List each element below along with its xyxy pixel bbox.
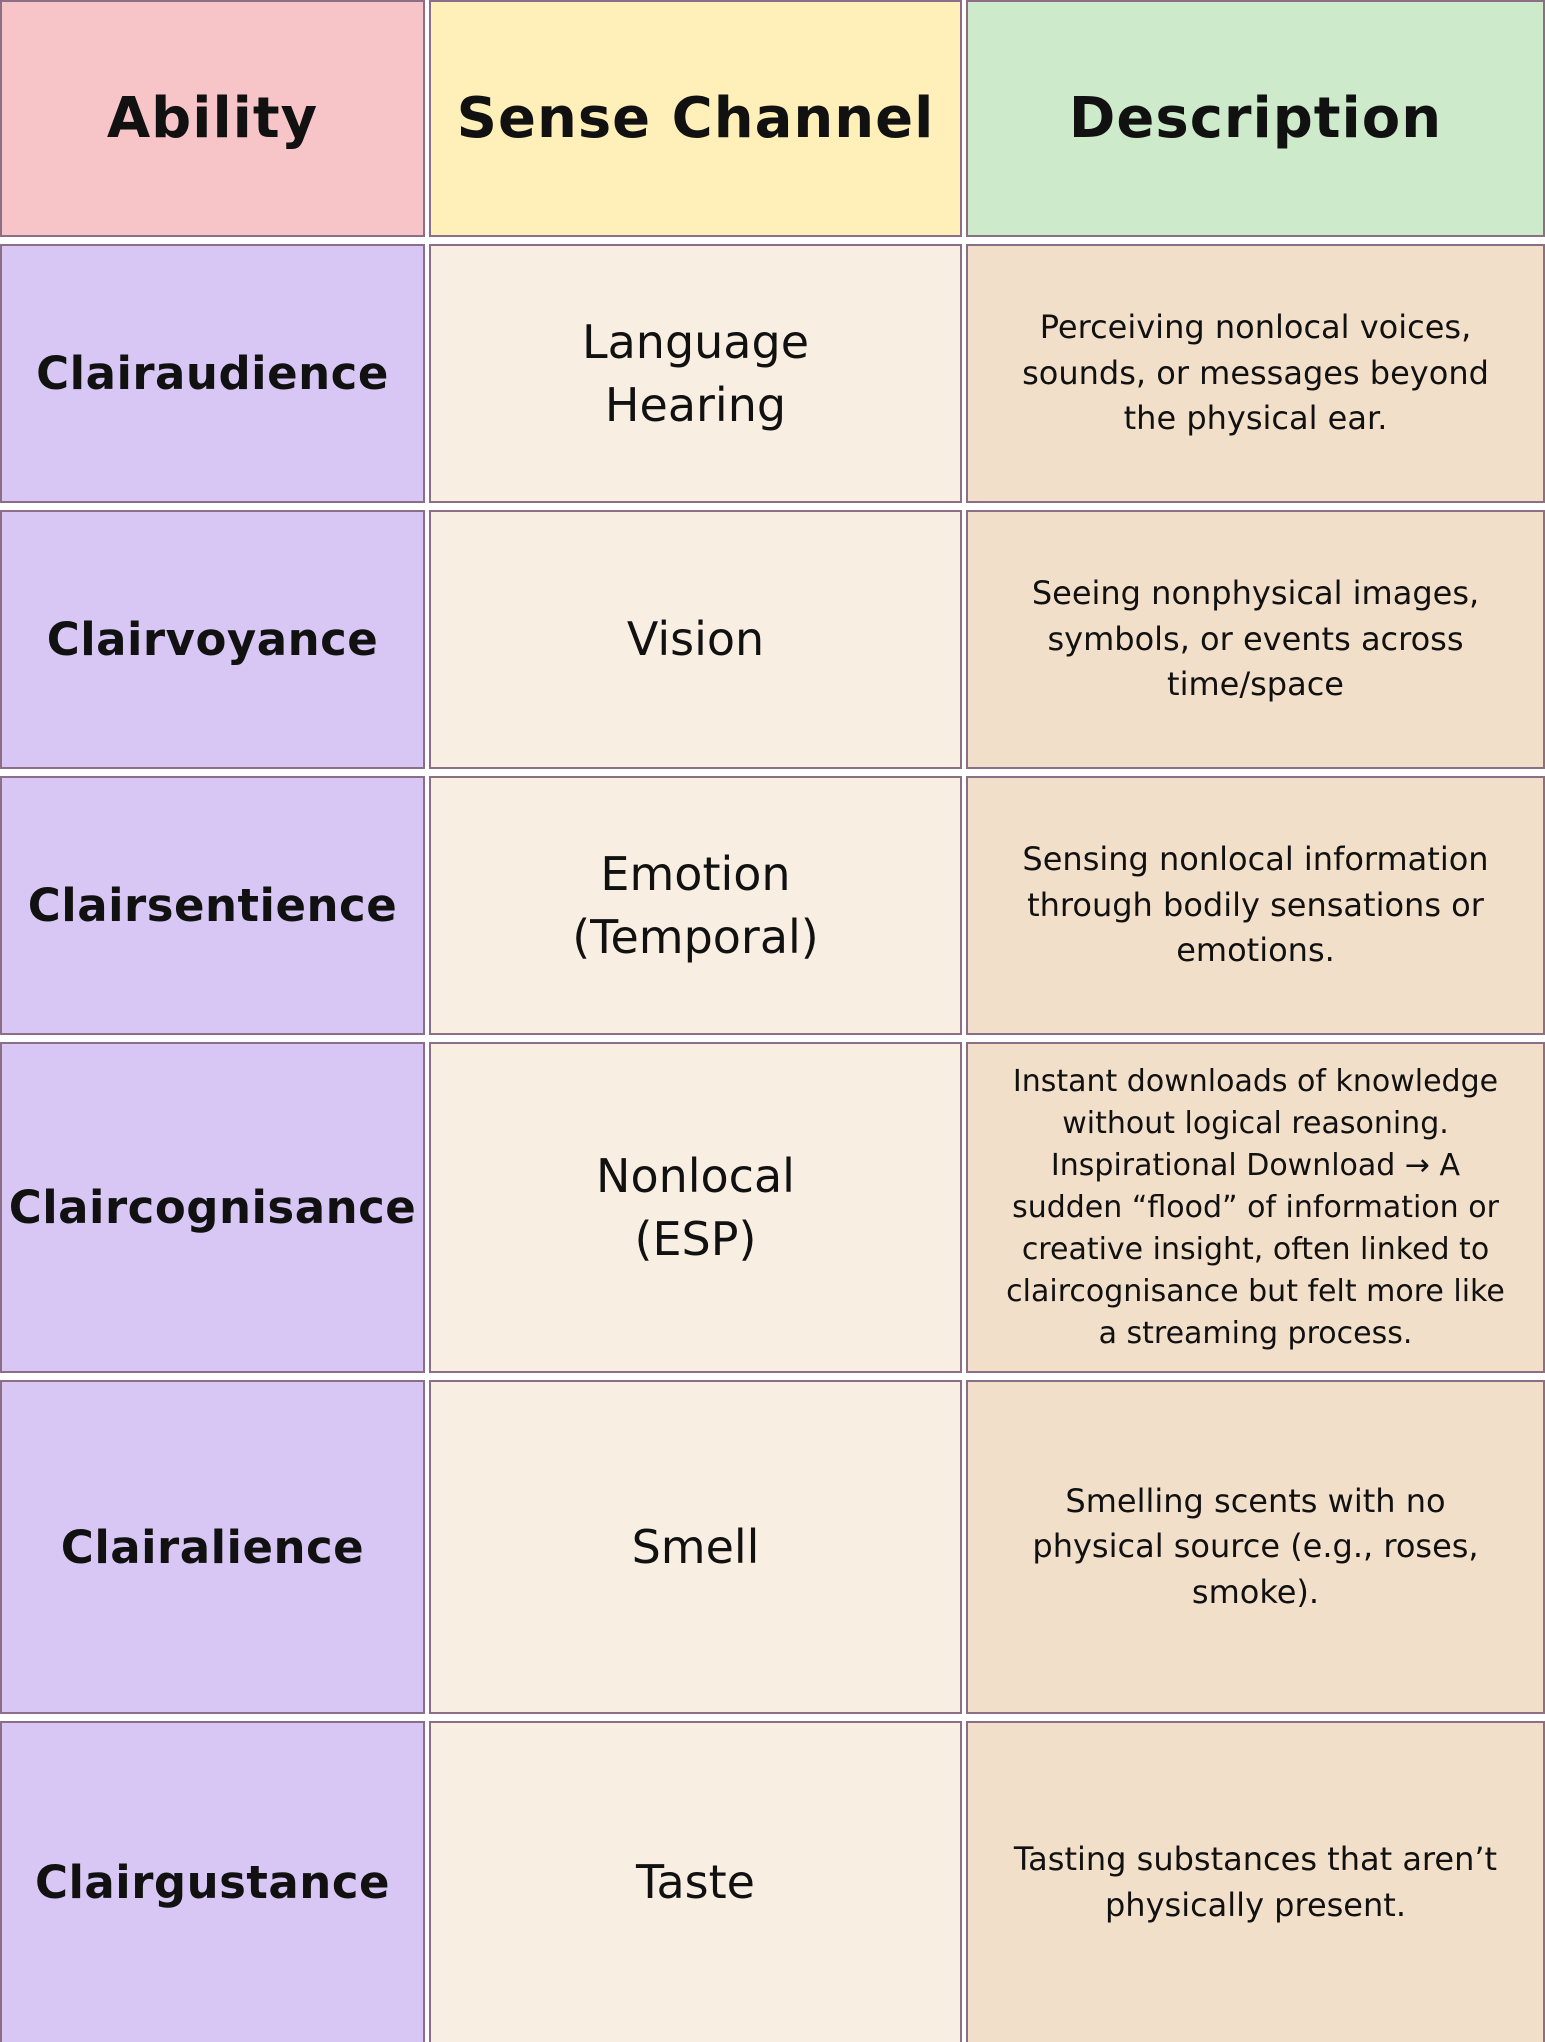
header-description: Description (966, 0, 1545, 237)
sense-cell-clairsentience: Emotion (Temporal) (429, 776, 962, 1035)
description-cell-clairalience: Smelling scents with no physical source (e.g., roses, smoke). (966, 1380, 1545, 1714)
ability-cell-clairalience: Clairalience (0, 1380, 425, 1714)
header-ability: Ability (0, 0, 425, 237)
description-cell-claircognisance: Instant downloads of knowledge without logical reasoning. Inspirational Download → A sudden “flood” of information or creative insight, often linked to claircognisance but felt more like a streaming process. (966, 1042, 1545, 1373)
ability-cell-clairgustance: Clairgustance (0, 1721, 425, 2042)
description-cell-clairgustance: Tasting substances that aren’t physically present. (966, 1721, 1545, 2042)
sense-cell-claircognisance: Nonlocal (ESP) (429, 1042, 962, 1373)
description-cell-clairaudience: Perceiving nonlocal voices, sounds, or messages beyond the physical ear. (966, 244, 1545, 503)
ability-cell-clairaudience: Clairaudience (0, 244, 425, 503)
sense-cell-clairgustance: Taste (429, 1721, 962, 2042)
description-cell-clairvoyance: Seeing nonphysical images, symbols, or events across time/space (966, 510, 1545, 769)
sense-cell-clairaudience: Language Hearing (429, 244, 962, 503)
sense-cell-clairalience: Smell (429, 1380, 962, 1714)
sense-cell-clairvoyance: Vision (429, 510, 962, 769)
ability-cell-clairvoyance: Clairvoyance (0, 510, 425, 769)
ability-cell-claircognisance: Claircognisance (0, 1042, 425, 1373)
header-sense-channel: Sense Channel (429, 0, 962, 237)
ability-cell-clairsentience: Clairsentience (0, 776, 425, 1035)
description-cell-clairsentience: Sensing nonlocal information through bodily sensations or emotions. (966, 776, 1545, 1035)
